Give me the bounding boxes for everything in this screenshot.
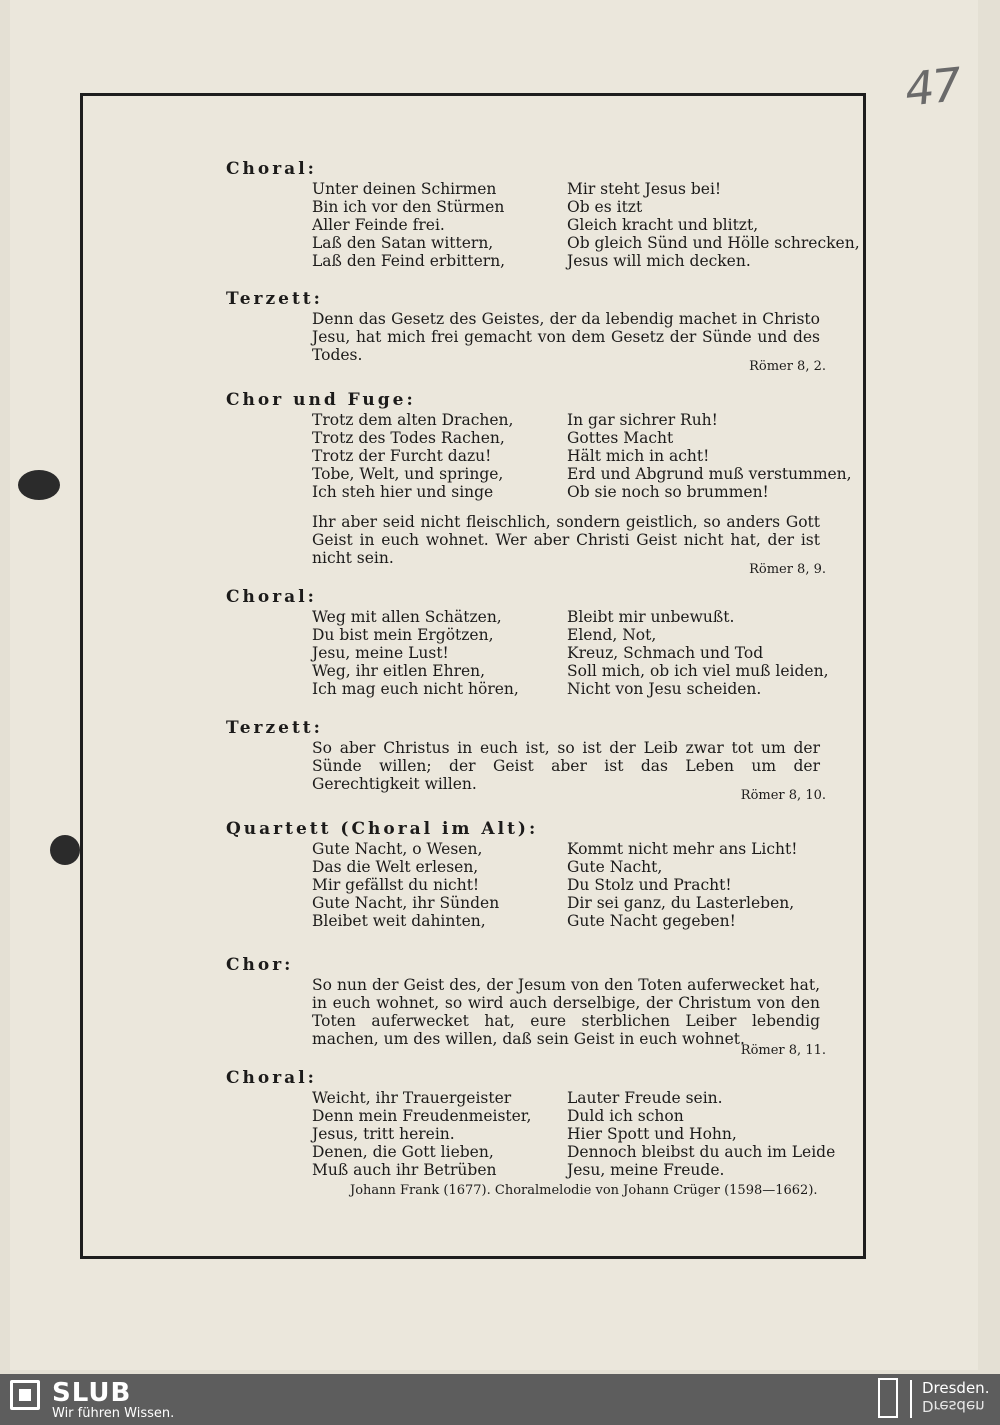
verse-line: Bleibet weit dahinten, (312, 912, 486, 930)
section-heading: Choral: (226, 587, 317, 607)
section-heading: Chor: (226, 955, 294, 975)
verse-line: Aller Feinde frei. (312, 216, 445, 234)
verse-line: Trotz der Furcht dazu! (312, 447, 492, 465)
verse-line: Trotz dem alten Drachen, (312, 411, 514, 429)
section-heading: Chor und Fuge: (226, 390, 416, 410)
verse-line: Gleich kracht und blitzt, (567, 216, 759, 234)
verse-line: Unter deinen Schirmen (312, 180, 497, 198)
section-chor-fuge (226, 389, 852, 577)
verse-line: Gute Nacht gegeben! (567, 912, 736, 930)
verse-line: Weg mit allen Schätzen, (312, 608, 502, 626)
verse-line: Dennoch bleibst du auch im Leide (567, 1143, 836, 1161)
section-heading: Choral: (226, 1068, 317, 1088)
verse-line: Weg, ihr eitlen Ehren, (312, 662, 486, 680)
section-terzett-2 (226, 717, 826, 803)
section-quartett (226, 818, 826, 930)
scripture-text: So aber Christus in euch ist, so ist der Leib zwar tot um der Sünde willen; der Geist aber ist das Leben um der Gerechtigkeit willen. (312, 739, 820, 793)
verse-line: Denen, die Gott lieben, (312, 1143, 494, 1161)
verse-line: Muß auch ihr Betrüben (312, 1161, 497, 1179)
verse-line: Du Stolz und Pracht! (567, 876, 732, 894)
section-choral-2 (226, 586, 829, 698)
author-credit: Johann Frank (1677). Choralmelodie von Johann Crüger (1598—1662). (350, 1183, 818, 1198)
section-chor (226, 954, 826, 1058)
verse-line: Bin ich vor den Stürmen (312, 198, 505, 216)
verse-line: Mir gefällst du nicht! (312, 876, 480, 894)
scripture-text: Denn das Gesetz des Geistes, der da lebendig machet in Christo Jesu, hat mich frei gemacht von dem Gesetz der Sünde und des Todes. (312, 310, 820, 364)
verse-line: Bleibt mir unbewußt. (567, 608, 735, 626)
verse-line: Gute Nacht, ihr Sünden (312, 894, 500, 912)
verse-line: Ob es itzt (567, 198, 643, 216)
verse-line: Soll mich, ob ich viel muß leiden, (567, 662, 829, 680)
section-heading: Choral: (226, 159, 317, 179)
verse-left (312, 608, 567, 698)
verse-line: Gottes Macht (567, 429, 674, 447)
verse-left (312, 1089, 567, 1179)
verse-line: Ich steh hier und singe (312, 483, 494, 501)
verse-line: Laß den Satan wittern, (312, 234, 494, 252)
slub-footer-bar (0, 1374, 1000, 1425)
verse-line: Ich mag euch nicht hören, (312, 680, 519, 698)
verse-line: Jesu, meine Lust! (312, 644, 449, 662)
verse-columns (312, 1089, 836, 1179)
verse-line: Du bist mein Ergötzen, (312, 626, 494, 644)
section-terzett-1 (226, 288, 826, 374)
verse-line: Erd und Abgrund muß verstummen, (567, 465, 852, 483)
verse-line: Denn mein Freudenmeister, (312, 1107, 532, 1125)
slub-name[interactable]: SLUB (52, 1378, 132, 1408)
verse-right (567, 180, 860, 270)
verse-line: Lauter Freude sein. (567, 1089, 723, 1107)
dresden-line-2: Dresden (922, 1397, 985, 1415)
section-heading: Quartett (Choral im Alt): (226, 819, 539, 839)
verse-line: Jesus will mich decken. (567, 252, 751, 270)
dresden-crest-icon (878, 1378, 898, 1418)
verse-left (312, 180, 567, 270)
scripture-reference: Römer 8, 9. (749, 562, 826, 577)
scripture-text: So nun der Geist des, der Jesum von den Toten auferwecket hat, in euch wohnet, so wird auch derselbige, der Christum von den Toten auferwecket hat, eure sterblichen Leiber lebendig machen, um des willen, daß sein Geist in euch wohnet. (312, 976, 820, 1048)
verse-line: Dir sei ganz, du Lasterleben, (567, 894, 795, 912)
page-number: 47 (902, 57, 963, 117)
verse-line: Hält mich in acht! (567, 447, 710, 465)
section-choral-1 (226, 158, 860, 270)
verse-line: Trotz des Todes Rachen, (312, 429, 505, 447)
verse-right (567, 1089, 836, 1179)
verse-right (567, 840, 822, 930)
verse-line: Gute Nacht, o Wesen, (312, 840, 483, 858)
section-heading: Terzett: (226, 718, 323, 738)
dresden-line-1: Dresden. (922, 1379, 990, 1397)
verse-line: Kommt nicht mehr ans Licht! (567, 840, 798, 858)
verse-line: Ob gleich Sünd und Hölle schrecken, (567, 234, 860, 252)
verse-line: Duld ich schon (567, 1107, 684, 1125)
verse-right (567, 411, 852, 501)
verse-line: Ob sie noch so brummen! (567, 483, 769, 501)
verse-right (567, 608, 829, 698)
verse-line: Mir steht Jesus bei! (567, 180, 722, 198)
section-choral-3 (226, 1067, 836, 1179)
verse-line: Das die Welt erlesen, (312, 858, 479, 876)
verse-line: Laß den Feind erbittern, (312, 252, 506, 270)
scripture-reference: Römer 8, 10. (740, 788, 826, 803)
punch-hole (50, 835, 80, 865)
verse-line: Jesus, tritt herein. (312, 1125, 455, 1143)
verse-line: In gar sichrer Ruh! (567, 411, 718, 429)
verse-line: Hier Spott und Hohn, (567, 1125, 737, 1143)
verse-line: Nicht von Jesu scheiden. (567, 680, 762, 698)
verse-line: Elend, Not, (567, 626, 657, 644)
verse-left (312, 411, 567, 501)
scripture-text: Ihr aber seid nicht fleischlich, sondern geistlich, so anders Gott Geist in euch wohnet. Wer aber Christi Geist nicht hat, der ist nicht sein. (312, 513, 820, 567)
verse-line: Tobe, Welt, und springe, (312, 465, 504, 483)
verse-line: Kreuz, Schmach und Tod (567, 644, 764, 662)
slub-logo-icon[interactable] (10, 1380, 40, 1410)
verse-columns (312, 840, 826, 930)
verse-line: Jesu, meine Freude. (567, 1161, 725, 1179)
scripture-reference: Römer 8, 11. (740, 1043, 826, 1058)
verse-columns (312, 608, 829, 698)
divider (910, 1380, 912, 1418)
verse-columns (312, 180, 860, 270)
slub-tagline: Wir führen Wissen. (52, 1406, 175, 1421)
verse-columns (312, 411, 852, 501)
verse-line: Weicht, ihr Trauergeister (312, 1089, 512, 1107)
verse-left (312, 840, 567, 930)
section-heading: Terzett: (226, 289, 323, 309)
punch-hole (18, 470, 60, 500)
verse-line: Gute Nacht, (567, 858, 663, 876)
scripture-reference: Römer 8, 2. (749, 359, 826, 374)
dresden-logo[interactable] (922, 1380, 989, 1414)
